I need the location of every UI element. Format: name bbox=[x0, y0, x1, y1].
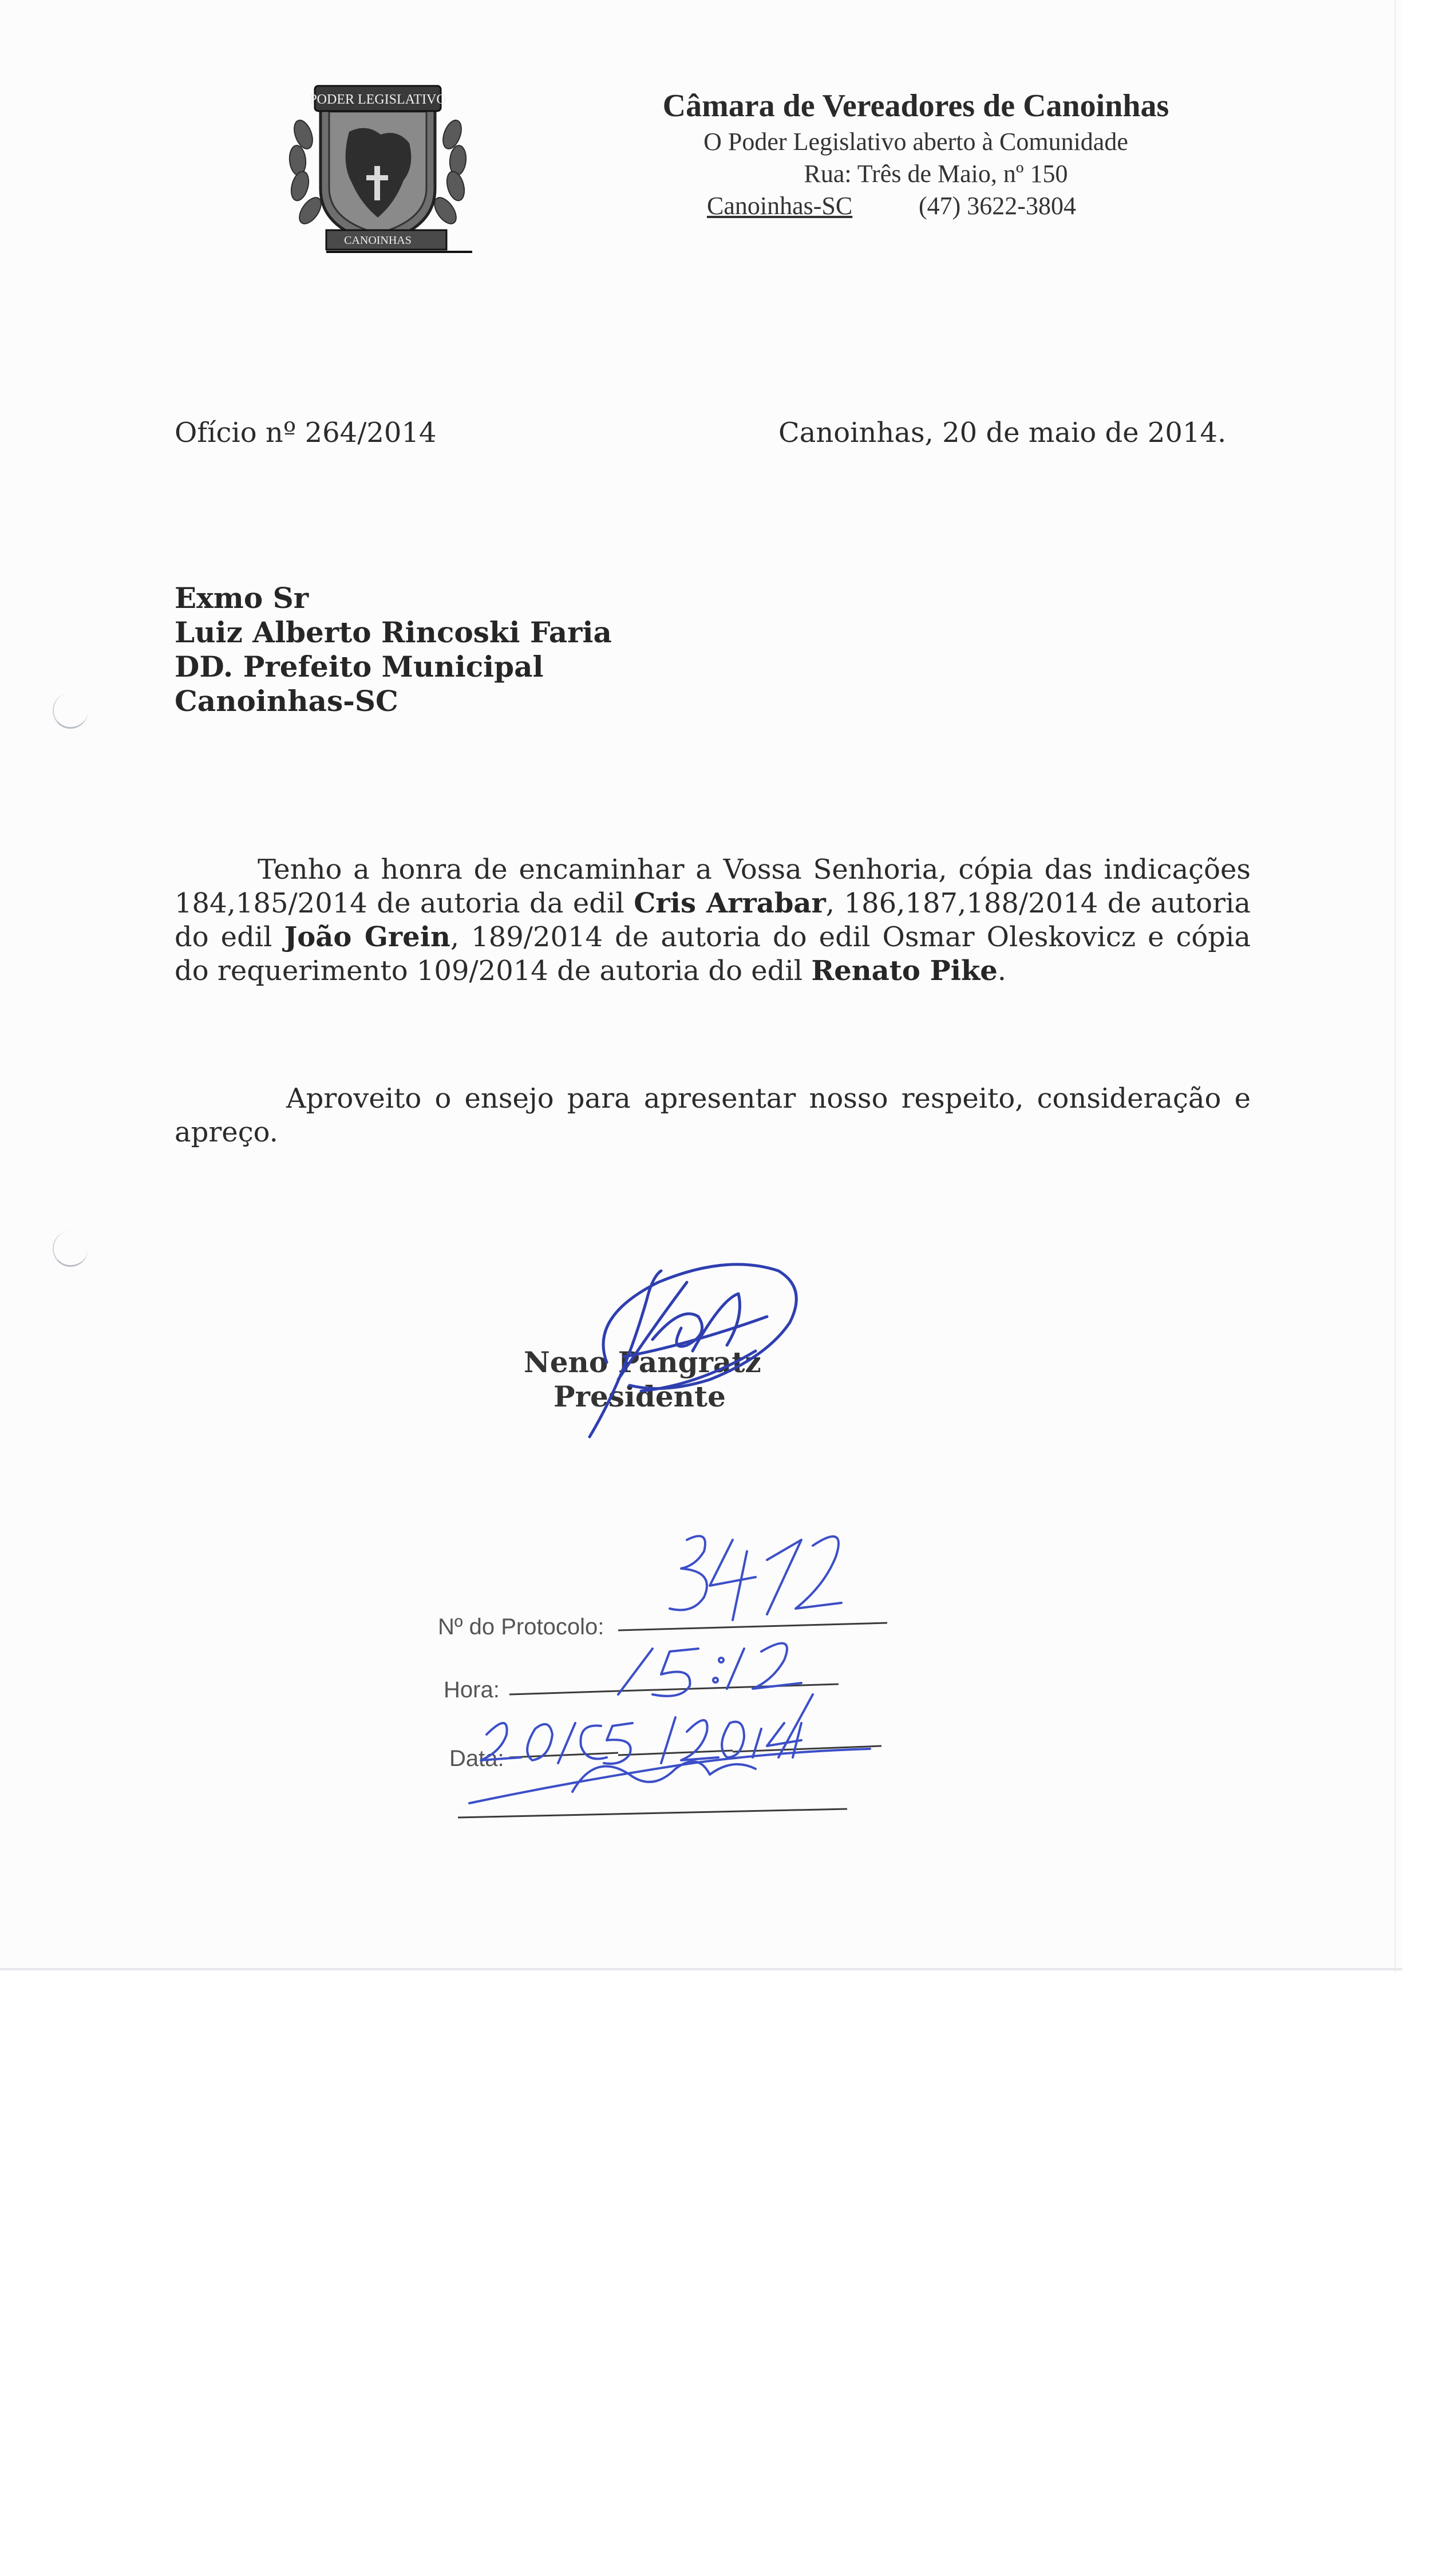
institution-subtitle: O Poder Legislativo aberto à Comunidade bbox=[703, 128, 1128, 156]
protocol-stamp bbox=[435, 1506, 933, 1826]
punch-hole bbox=[53, 1231, 88, 1267]
page-edge bbox=[1394, 0, 1396, 1972]
councilor-name: Renato Pike bbox=[811, 955, 998, 987]
protocol-date-label: Data: bbox=[449, 1746, 504, 1771]
recipient-block bbox=[175, 581, 612, 718]
body-text: Tenho a honra de encaminhar a Vossa Senhoria, cópia das indicações 184,185/2014 de autoria da edil bbox=[175, 854, 1251, 919]
institution-address: Rua: Três de Maio, nº 150 bbox=[804, 160, 1068, 188]
signatory-name: Neno Pangratz bbox=[524, 1345, 761, 1379]
councilor-name: João Grein bbox=[284, 921, 450, 953]
body-text: Aproveito o ensejo para apresentar nosso respeito, consideração e apreço. bbox=[175, 1082, 1251, 1148]
recipient-title: DD. Prefeito Municipal bbox=[175, 650, 544, 683]
coat-of-arms-logo bbox=[280, 80, 475, 263]
recipient-name: Luiz Alberto Rincoski Faria bbox=[175, 615, 612, 649]
letter-number: Ofício nº 264/2014 bbox=[175, 417, 437, 449]
body-paragraph-2 bbox=[175, 1082, 1251, 1149]
body-text: . bbox=[997, 955, 1007, 987]
handwritten-protocol-values bbox=[435, 1506, 933, 1826]
recipient-city: Canoinhas-SC bbox=[175, 684, 398, 718]
handwritten-signature bbox=[538, 1248, 836, 1454]
punch-hole bbox=[53, 693, 88, 729]
crest-bottom-text: CANOINHAS bbox=[344, 234, 412, 247]
institution-phone: (47) 3622-3804 bbox=[919, 192, 1076, 220]
body-text: , 186,187,188/2014 de autoria do edil bbox=[175, 887, 1251, 953]
protocol-time-label: Hora: bbox=[444, 1677, 500, 1702]
institution-city: Canoinhas-SC bbox=[707, 192, 853, 220]
body-text: , 189/2014 de autoria do edil Osmar Oleskovicz e cópia do requerimento 109/2014 de autoria do edil bbox=[175, 921, 1251, 987]
body-paragraph-1 bbox=[175, 853, 1251, 988]
recipient-salutation: Exmo Sr bbox=[175, 581, 309, 615]
councilor-name: Cris Arrabar bbox=[634, 887, 826, 919]
crest-banner-text: PODER LEGISLATIVO bbox=[309, 92, 446, 107]
letterhead bbox=[601, 86, 1231, 222]
protocol-number-label: Nº do Protocolo: bbox=[438, 1614, 604, 1639]
letter-date: Canoinhas, 20 de maio de 2014. bbox=[778, 417, 1227, 449]
page-edge bbox=[0, 1968, 1402, 1970]
signatory-role: Presidente bbox=[554, 1380, 726, 1413]
institution-title: Câmara de Vereadores de Canoinhas bbox=[662, 88, 1169, 124]
